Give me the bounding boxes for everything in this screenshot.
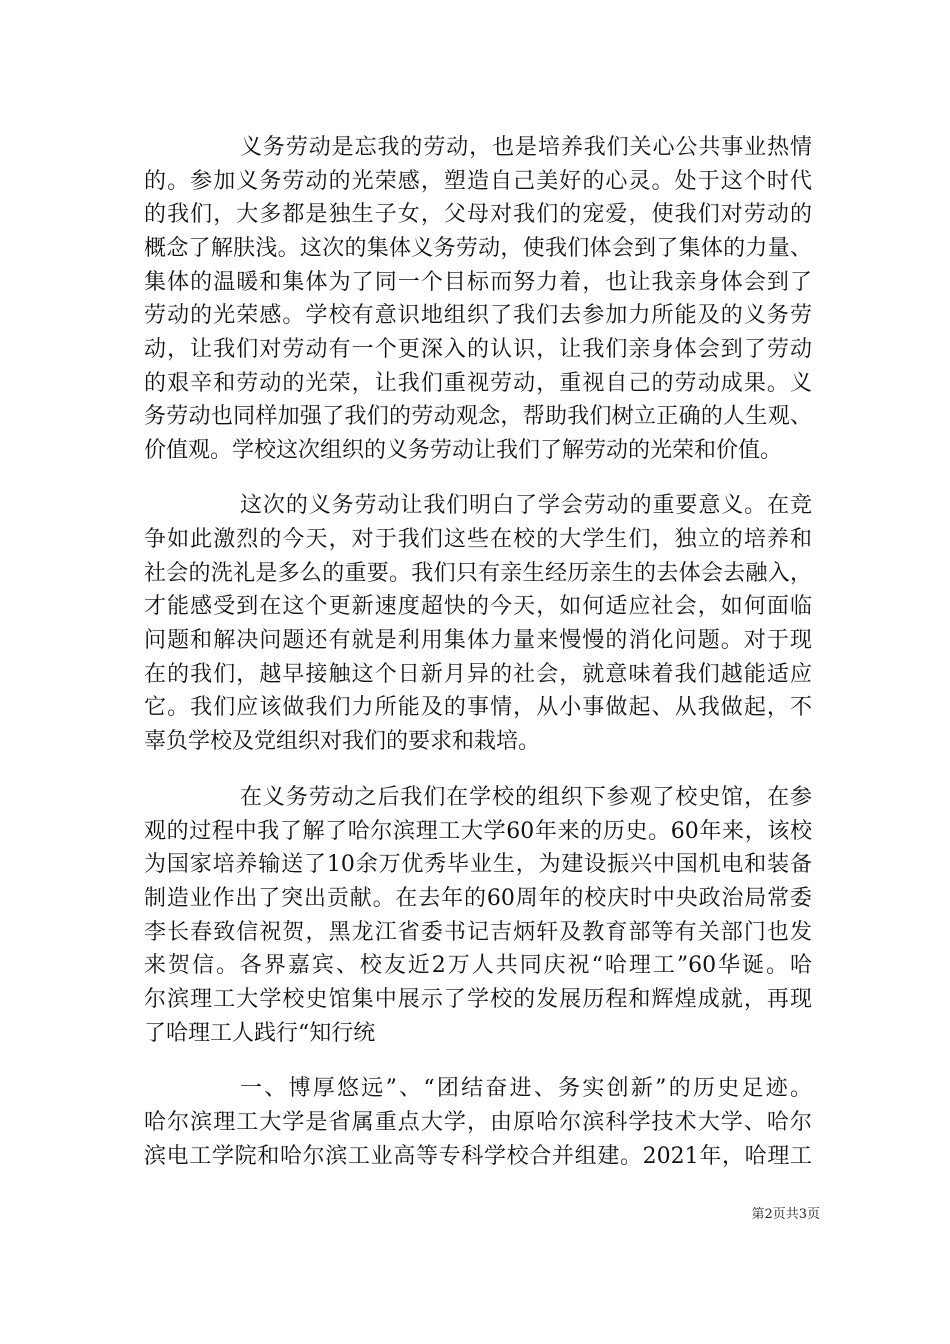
paragraph-3-line-2: 观的过程中我了解了哈尔滨理工大学60年来的历史。60年来，该校 xyxy=(144,819,812,844)
page-number-footer: 第2页共3页 xyxy=(751,1207,820,1222)
paragraph-1-line-2: 的。参加义务劳动的光荣感，塑造自己美好的心灵。处于这个时代 xyxy=(144,169,812,194)
paragraph-3-line-4: 制造业作出了突出贡献。在去年的60周年的校庆时中央政治局常委 xyxy=(144,886,812,911)
paragraph-1-line-6: 劳动的光荣感。学校有意识地组织了我们去参加力所能及的义务劳 xyxy=(144,303,812,328)
paragraph-1-line-9: 务劳动也同样加强了我们的劳动观念，帮助我们树立正确的人生观、 xyxy=(144,404,812,429)
paragraph-2-line-2: 争如此激烈的今天，对于我们这些在校的大学生们，独立的培养和 xyxy=(144,527,812,552)
paragraph-3-line-7: 尔滨理工大学校史馆集中展示了学校的发展历程和辉煌成就，再现 xyxy=(144,987,812,1012)
paragraph-1-line-4: 概念了解肤浅。这次的集体义务劳动，使我们体会到了集体的力量、 xyxy=(144,236,812,261)
paragraph-1-line-7: 动，让我们对劳动有一个更深入的认识，让我们亲身体会到了劳动 xyxy=(144,337,812,362)
paragraph-2-line-5: 问题和解决问题还有就是利用集体力量来慢慢的消化问题。对于现 xyxy=(144,628,812,653)
paragraph-3-line-3: 为国家培养输送了10余万优秀毕业生，为建设振兴中国机电和装备 xyxy=(144,852,812,877)
paragraph-3-line-8: 了哈理工人践行“知行统 xyxy=(144,1021,376,1046)
paragraph-1-line-3: 的我们，大多都是独生子女，父母对我们的宠爱，使我们对劳动的 xyxy=(144,202,812,227)
paragraph-1-line-10: 价值观。学校这次组织的义务劳动让我们了解劳动的光荣和价值。 xyxy=(144,438,783,463)
paragraph-3-line-6: 来贺信。各界嘉宾、校友近2万人共同庆祝“哈理工”60华诞。哈 xyxy=(144,953,812,978)
paragraph-4-line-3: 滨电工学院和哈尔滨工业高等专科学校合并组建。2021年，哈理工 xyxy=(144,1144,812,1169)
paragraph-4-line-2: 哈尔滨理工大学是省属重点大学，由原哈尔滨科学技术大学、哈尔 xyxy=(144,1110,812,1135)
paragraph-2-line-1: 这次的义务劳动让我们明白了学会劳动的重要意义。在竞 xyxy=(240,493,812,518)
paragraph-3-line-5: 李长春致信祝贺，黑龙江省委书记吉炳轩及教育部等有关部门也发 xyxy=(144,920,812,945)
paragraph-2-line-7: 它。我们应该做我们力所能及的事情，从小事做起、从我做起，不 xyxy=(144,695,812,720)
paragraph-2-line-3: 社会的洗礼是多么的重要。我们只有亲生经历亲生的去体会去融入， xyxy=(144,561,812,586)
paragraph-1-line-1: 义务劳动是忘我的劳动，也是培养我们关心公共事业热情 xyxy=(240,135,812,160)
paragraph-2-line-4: 才能感受到在这个更新速度超快的今天，如何适应社会，如何面临 xyxy=(144,594,812,619)
paragraph-1-line-8: 的艰辛和劳动的光荣，让我们重视劳动，重视自己的劳动成果。义 xyxy=(144,371,812,396)
paragraph-1-line-5: 集体的温暖和集体为了同一个目标而努力着，也让我亲身体会到了 xyxy=(144,270,812,295)
paragraph-3-line-1: 在义务劳动之后我们在学校的组织下参观了校史馆，在参 xyxy=(240,785,812,810)
paragraph-2-line-8: 辜负学校及党组织对我们的要求和栽培。 xyxy=(144,729,541,754)
paragraph-2-line-6: 在的我们，越早接触这个日新月异的社会，就意味着我们越能适应 xyxy=(144,662,812,687)
paragraph-4-line-1: 一、博厚悠远”、“团结奋进、务实创新”的历史足迹。 xyxy=(240,1076,812,1101)
